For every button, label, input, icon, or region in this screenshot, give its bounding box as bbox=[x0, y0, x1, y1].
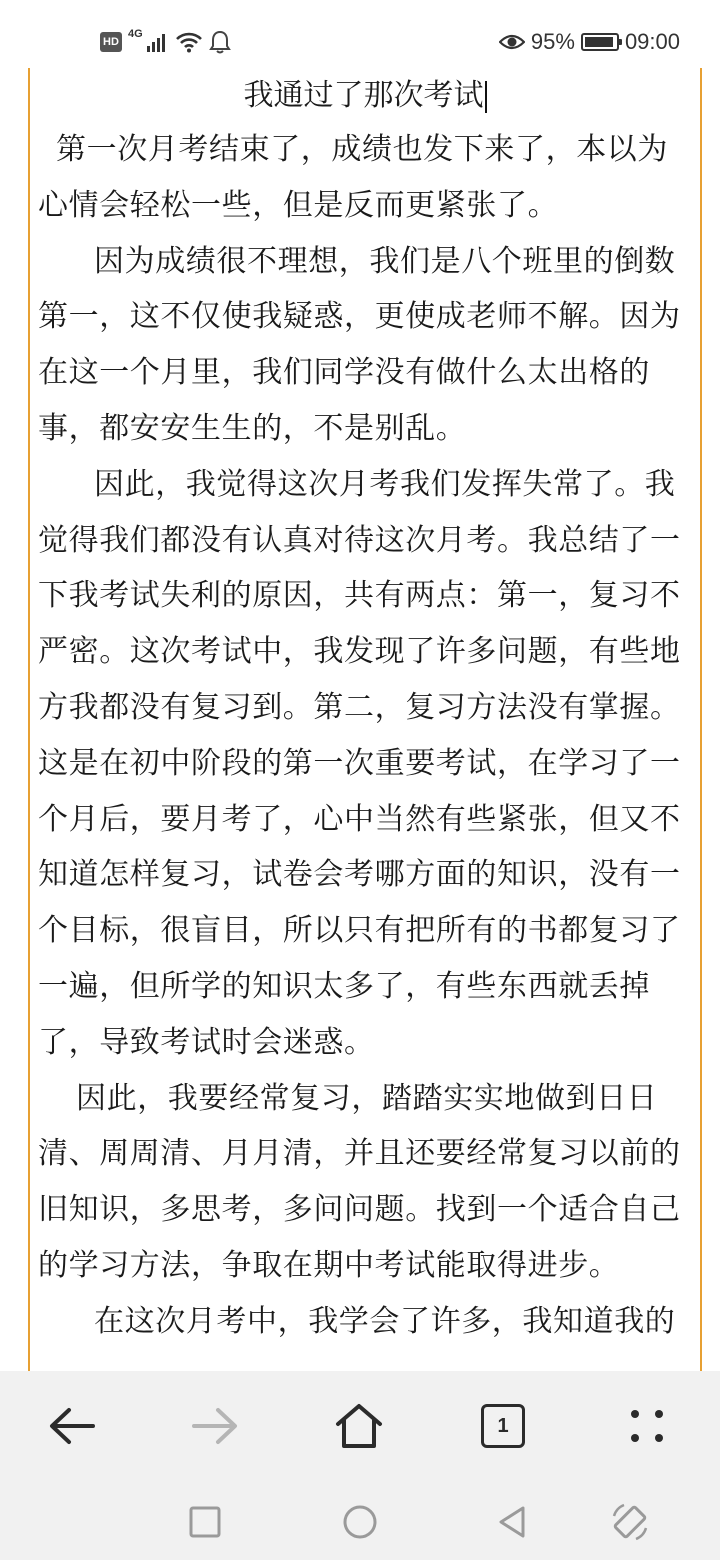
article-title-row bbox=[30, 72, 700, 120]
paragraph-1: 第一次月考结束了，成绩也发下来了，本以为心情会轻松一些，但是反而更紧张了。 bbox=[38, 132, 668, 223]
home-button[interactable] bbox=[324, 1391, 394, 1461]
rotate-screen-button[interactable] bbox=[605, 1497, 655, 1547]
network-type-label: 4G bbox=[128, 28, 143, 40]
signal-strength-icon bbox=[147, 32, 169, 52]
system-back-button[interactable] bbox=[487, 1497, 537, 1547]
notification-bell-icon bbox=[209, 30, 231, 54]
article-title: 我通过了那次考试 bbox=[243, 78, 484, 113]
tab-count-badge: 1 bbox=[481, 1404, 525, 1448]
system-nav-bar bbox=[0, 1477, 720, 1560]
wifi-icon bbox=[175, 31, 203, 53]
back-button[interactable] bbox=[37, 1391, 107, 1461]
paragraph-3: 因此，我觉得这次月考我们发挥失常了。我觉得我们都没有认真对待这次月考。我总结了一下我考试失利的原因，共有两点：第一，复习不严密。这次考试中，我发现了许多问题，有些地方我都没有复习到。第二，复习方法没有掌握。这是在初中阶段的第一次重要考试，在学习了一个月后，要月考了，心中当然有些紧张，但又不知道怎样复习，试卷会考哪方面的知识，没有一个目标，很盲目，所以只有把所有的书都复习了一遍，但所学的知识太多了，有些东西就丢掉了，导致考试时会迷惑。 bbox=[38, 466, 681, 1060]
rotate-icon bbox=[608, 1500, 652, 1544]
battery-icon bbox=[581, 33, 619, 51]
eye-comfort-icon bbox=[499, 32, 525, 52]
clock-time: 09:00 bbox=[624, 29, 680, 54]
menu-button[interactable] bbox=[612, 1391, 682, 1461]
home-icon bbox=[334, 1402, 384, 1450]
browser-toolbar bbox=[0, 1371, 720, 1477]
square-icon bbox=[188, 1505, 222, 1539]
triangle-back-icon bbox=[495, 1504, 529, 1540]
arrow-right-icon bbox=[190, 1406, 240, 1446]
status-icons-right bbox=[499, 26, 680, 58]
text-cursor bbox=[485, 81, 487, 113]
circle-icon bbox=[342, 1504, 378, 1540]
hd-voice-icon: HD bbox=[100, 32, 122, 52]
system-home-button[interactable] bbox=[335, 1497, 385, 1547]
menu-dots-icon bbox=[627, 1406, 667, 1446]
status-bar bbox=[0, 0, 720, 68]
battery-percentage: 95% bbox=[530, 29, 575, 54]
paragraph-2: 因为成绩很不理想，我们是八个班里的倒数第一，这不仅使我疑惑，更使成老师不解。因为在这一个月里，我们同学没有做什么太出格的事，都安安生生的，不是别乱。 bbox=[38, 243, 681, 446]
recent-apps-button[interactable] bbox=[180, 1497, 230, 1547]
article-frame bbox=[28, 68, 702, 1371]
paragraph-5: 在这次月考中，我学会了许多，我知道我的 bbox=[94, 1303, 676, 1339]
tabs-button[interactable] bbox=[468, 1391, 538, 1461]
arrow-left-icon bbox=[47, 1406, 97, 1446]
paragraph-4: 因此，我要经常复习，踏踏实实地做到日日清、周周清、月月清，并且还要经常复习以前的旧知识，多思考，多问问题。找到一个适合自己的学习方法，争取在期中考试能取得进步。 bbox=[38, 1080, 681, 1283]
status-icons-left bbox=[100, 26, 231, 58]
forward-button[interactable] bbox=[180, 1391, 250, 1461]
article-body bbox=[38, 122, 694, 1350]
